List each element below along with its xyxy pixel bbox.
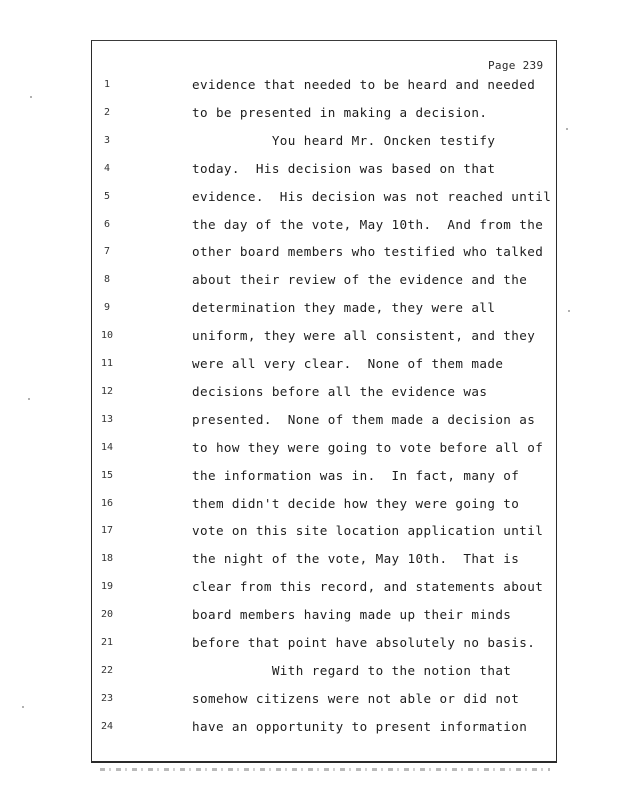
line-number: 9 — [103, 302, 111, 314]
line-number: 20 — [100, 609, 114, 621]
line-number: 4 — [103, 162, 111, 174]
line-number: 2 — [103, 106, 111, 118]
transcript-line — [0, 244, 618, 270]
line-text: to how they were going to vote before all of — [192, 439, 544, 455]
line-number: 7 — [103, 246, 111, 258]
transcript-line — [0, 663, 618, 689]
scan-speck — [22, 706, 24, 708]
transcript-line — [0, 105, 618, 131]
scan-speck — [566, 128, 568, 130]
scan-speck — [568, 310, 570, 312]
transcript-line — [0, 691, 618, 717]
transcript-line — [0, 77, 618, 103]
line-text: somehow citizens were not able or did not — [192, 690, 520, 706]
transcript-line — [0, 133, 618, 159]
line-text: evidence that needed to be heard and needed — [192, 77, 536, 92]
transcript-line — [0, 607, 618, 633]
line-number: 23 — [100, 692, 114, 704]
line-text: to be presented in making a decision. — [192, 104, 488, 120]
line-text: about their review of the evidence and the — [192, 272, 528, 288]
transcript-line — [0, 468, 618, 494]
line-number: 11 — [100, 358, 114, 369]
transcript-line — [0, 272, 618, 298]
line-text: other board members who testified who talked — [192, 244, 544, 260]
footer-scan-artifact — [100, 768, 550, 771]
transcript-line — [0, 412, 618, 438]
transcript-line — [0, 328, 618, 354]
line-text: With regard to the notion that — [192, 662, 512, 678]
line-text: the information was in. In fact, many of — [192, 467, 520, 483]
transcript-line — [0, 440, 618, 466]
line-text: evidence. His decision was not reached until — [192, 188, 552, 204]
line-text: them didn't decide how they were going to — [192, 495, 520, 511]
line-number: 12 — [100, 385, 114, 397]
line-number: 8 — [103, 274, 111, 286]
transcript-line — [0, 356, 618, 382]
line-number: 18 — [100, 553, 114, 565]
line-text: clear from this record, and statements about — [192, 579, 544, 595]
line-text: before that point have absolutely no basis. — [192, 635, 536, 650]
line-text: vote on this site location application until — [192, 523, 544, 539]
transcript-line — [0, 384, 618, 410]
line-text: presented. None of them made a decision as — [192, 411, 536, 427]
line-text: have an opportunity to present information — [192, 718, 528, 734]
line-text: uniform, they were all consistent, and they — [192, 328, 536, 344]
bottom-rule — [91, 761, 557, 763]
transcript-line — [0, 496, 618, 522]
line-text: decisions before all the evidence was — [192, 383, 488, 399]
transcript-line — [0, 189, 618, 215]
transcript-line — [0, 217, 618, 243]
line-number: 24 — [100, 720, 114, 732]
line-number: 17 — [100, 525, 114, 537]
line-number: 10 — [100, 330, 114, 342]
transcript-line — [0, 719, 618, 745]
line-number: 16 — [100, 497, 114, 509]
line-text: determination they made, they were all — [192, 300, 496, 316]
line-text: the day of the vote, May 10th. And from the — [192, 216, 544, 232]
line-text: You heard Mr. Oncken testify — [192, 132, 496, 148]
transcript-line — [0, 523, 618, 549]
transcript-line — [0, 579, 618, 605]
line-number: 3 — [103, 134, 111, 146]
line-number: 14 — [100, 441, 114, 453]
scan-speck — [30, 96, 32, 98]
transcript-line — [0, 551, 618, 577]
line-number: 22 — [100, 664, 114, 676]
line-number: 5 — [103, 190, 111, 202]
transcript-line — [0, 300, 618, 326]
line-number: 6 — [103, 218, 111, 230]
line-text: were all very clear. None of them made — [192, 356, 504, 371]
transcript-line — [0, 161, 618, 187]
line-number: 19 — [100, 581, 114, 593]
line-text: today. His decision was based on that — [192, 160, 496, 176]
line-number: 1 — [103, 79, 111, 90]
transcript-line — [0, 635, 618, 661]
line-number: 21 — [100, 637, 114, 648]
line-text: the night of the vote, May 10th. That is — [192, 551, 520, 567]
page-number: Page 239 — [488, 59, 544, 72]
scan-speck — [28, 398, 30, 400]
line-number: 15 — [100, 469, 114, 481]
line-number: 13 — [100, 413, 114, 425]
line-text: board members having made up their minds — [192, 607, 512, 623]
